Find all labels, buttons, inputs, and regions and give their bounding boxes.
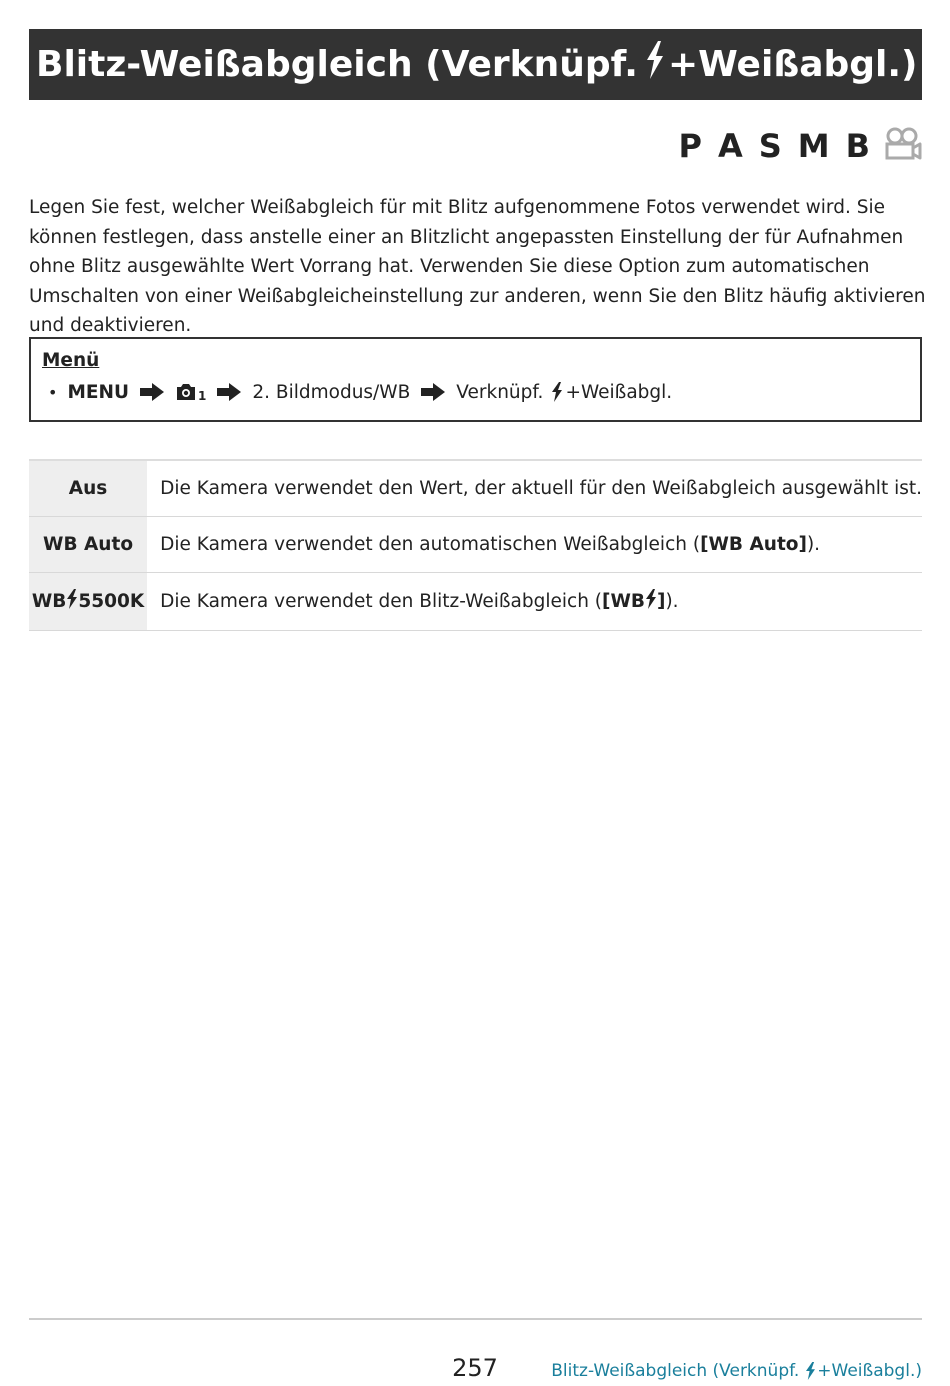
arrow-right-icon	[139, 382, 165, 402]
flash-icon	[551, 382, 563, 402]
mode-s: S	[758, 127, 782, 165]
menu-heading: Menü	[42, 350, 100, 371]
option-description: Die Kamera verwendet den Wert, der aktuell für den Weißabgleich ausgewählt ist.	[147, 460, 922, 516]
option-label: Aus	[29, 460, 147, 516]
menu-step-verknuepf: Verknüpf.	[456, 381, 544, 403]
option-description-text: Die Kamera verwendet den automatischen Weißabgleich (	[160, 533, 701, 555]
table-row	[29, 572, 922, 630]
page-title	[29, 29, 922, 100]
menu-bullet: •	[48, 382, 58, 402]
page-title-text-end: +Weißabgl.)	[667, 44, 918, 85]
option-description-text-end: ).	[665, 590, 679, 612]
option-description-bold: [WB Auto]	[700, 533, 807, 555]
mode-m: M	[797, 127, 830, 165]
footer-section-link[interactable]	[551, 1361, 922, 1381]
footer-title-start: Blitz-Weißabgleich (Verknüpf.	[551, 1361, 800, 1381]
arrow-right-icon	[216, 382, 242, 402]
flash-icon	[644, 40, 666, 89]
option-label	[29, 572, 147, 630]
table-row	[29, 516, 922, 572]
option-description-bold-end: ]	[656, 590, 666, 612]
option-description	[147, 516, 922, 572]
option-description-text-end: ).	[806, 533, 821, 555]
flash-icon	[805, 1362, 816, 1380]
option-label: WB Auto	[29, 516, 147, 572]
footer-title-end: +Weißabgl.)	[817, 1361, 922, 1381]
mode-b: B	[845, 127, 870, 165]
mode-p: P	[678, 127, 702, 165]
arrow-right-icon	[420, 382, 446, 402]
page-title-text-start: Blitz-Weißabgleich (Verknüpf.	[36, 44, 638, 85]
shooting-modes	[679, 126, 923, 166]
camera-menu-icon	[175, 383, 206, 401]
option-description	[147, 572, 922, 630]
table-row	[29, 460, 922, 516]
option-description-text: Die Kamera verwendet den Blitz-Weißabgleich (	[160, 590, 603, 612]
page-number: 257	[452, 1354, 498, 1382]
flash-icon	[645, 589, 657, 614]
mode-a: A	[717, 127, 743, 165]
menu-path	[42, 379, 909, 405]
flash-icon	[66, 589, 78, 614]
option-label-wb: WB	[31, 590, 67, 612]
option-label-kelvin: 5500K	[78, 590, 145, 612]
movie-camera-icon	[884, 127, 922, 165]
intro-paragraph: Legen Sie fest, welcher Weißabgleich für mit Blitz aufgenommene Fotos verwendet wird. Sie können festlegen, dass anstelle einer an Blitzlicht angepassten Einstellung der für Aufnahmen ohne Blitz ausgewählte Wert Vorrang hat. Verwenden Sie diese Option zum automatischen Umschalten von einer Weißabgleicheinstellung zur anderen, wenn Sie den Blitz häufig aktivieren und deaktivieren.	[29, 197, 926, 336]
menu-step-weissabgl: +Weißabgl.	[565, 381, 673, 403]
options-table	[29, 459, 922, 631]
menu-step-bildmodus: 2. Bildmodus/WB	[252, 381, 411, 403]
menu-path-box	[29, 337, 922, 422]
camera-menu-index: 1	[198, 389, 207, 403]
footer-divider	[29, 1318, 922, 1320]
menu-key: MENU	[67, 381, 129, 403]
option-description-bold: [WB	[602, 590, 645, 612]
